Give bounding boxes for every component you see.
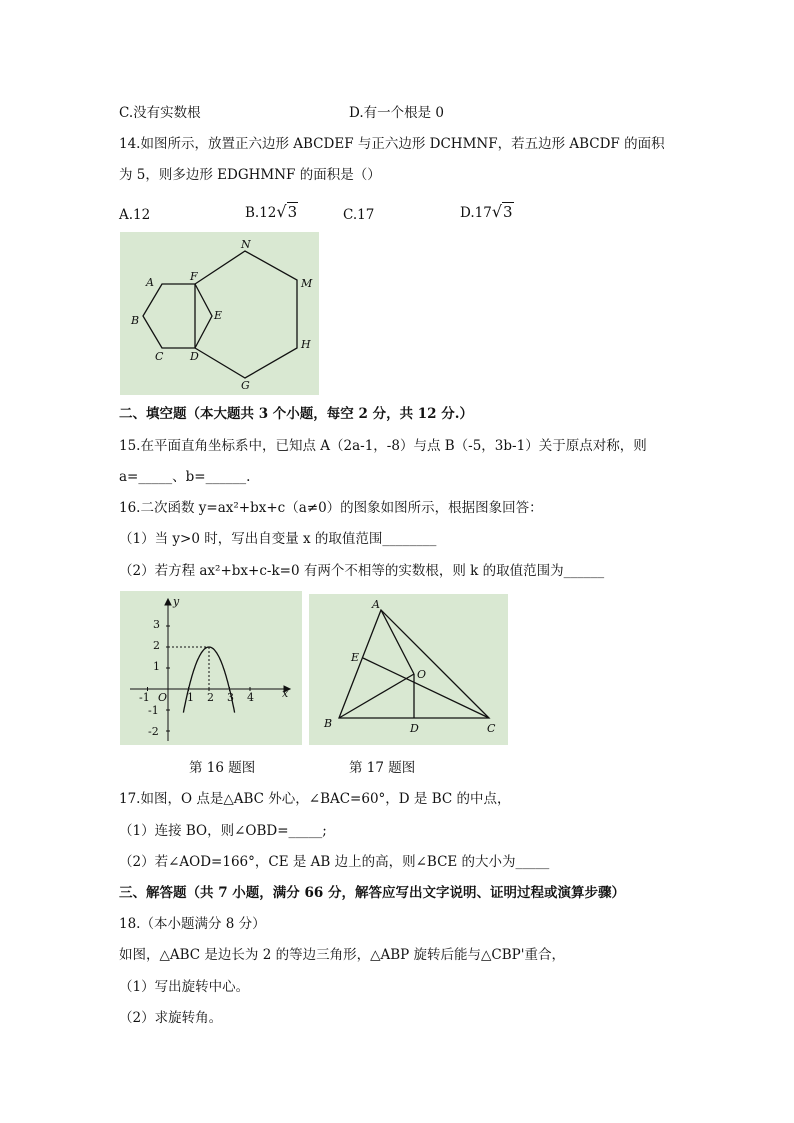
q14-option-c: C.17	[343, 207, 375, 223]
q17-sub1: （1）连接 BO，则∠OBD=_____;	[119, 823, 327, 839]
fig14-label-m: M	[301, 277, 313, 290]
fig16-axis-x-label: x	[282, 687, 289, 700]
fig17-label-d: D	[410, 722, 419, 735]
fig14-label-d: D	[190, 350, 199, 363]
fig16-ytick--1: -1	[148, 704, 159, 717]
q16-sub2: （2）若方程 ax²+bx+c-k=0 有两个不相等的实数根，则 k 的取值范围为______	[119, 563, 605, 579]
fig16-origin-label: O	[158, 691, 168, 704]
fig16-xtick-2: 2	[207, 691, 214, 704]
q17-text-line1: 17.如图，O 点是△ABC 外心，∠BAC=60°，D 是 BC 的中点，	[119, 791, 511, 807]
q14-option-b	[245, 203, 298, 222]
q15-text-line1: 15.在平面直角坐标系中，已知点 A（2a-1，-8）与点 B（-5，3b-1）关于原点对称，则	[119, 438, 647, 454]
q14-text-line1: 14.如图所示，放置正六边形 ABCDEF 与正六边形 DCHMNF，若五边形 ABCDF 的面积	[119, 136, 665, 152]
section2-title: 二、填空题（本大题共 3 个小题，每空 2 分，共 12 分.）	[119, 406, 473, 422]
q18-sub2: （2）求旋转角。	[119, 1010, 223, 1026]
q14-option-d-prefix: D.17	[460, 205, 492, 221]
q14-option-d-radicand: 3	[503, 203, 513, 221]
fig17-label-b: B	[324, 717, 333, 730]
fig16-xtick--1: -1	[139, 691, 150, 704]
hexagon-dchmnf	[195, 251, 297, 378]
q14-option-d	[460, 203, 514, 222]
hexagon-abcdef-right	[195, 284, 212, 348]
q14-text-line2: 为 5，则多边形 EDGHMNF 的面积是（）	[119, 167, 381, 183]
fig14-label-a: A	[146, 276, 154, 289]
segment-ao	[381, 610, 414, 674]
q13-option-d: D.有一个根是 0	[349, 105, 445, 121]
fig17-label-a: A	[372, 598, 380, 611]
figure-17-triangle	[309, 594, 508, 745]
q18-head: 18.（本小题满分 8 分）	[119, 916, 266, 932]
q14-option-a: A.12	[119, 207, 151, 223]
q15-text-line2: a=_____、b=______.	[119, 469, 251, 485]
figure-14-svg	[120, 232, 319, 395]
q16-sub1: （1）当 y>0 时，写出自变量 x 的取值范围________	[119, 531, 437, 547]
q16-text-line1: 16.二次函数 y=ax²+bx+c（a≠0）的图象如图所示，根据图象回答：	[119, 500, 543, 516]
fig14-label-c: C	[155, 350, 164, 363]
fig16-xtick-3: 3	[227, 691, 234, 704]
figure-17-svg	[309, 594, 508, 745]
fig17-label-o: O	[417, 668, 427, 681]
fig17-label-c: C	[487, 722, 496, 735]
fig16-caption: 第 16 题图	[189, 760, 256, 776]
segment-ec	[363, 658, 489, 718]
fig16-ytick-2: 2	[153, 639, 160, 652]
figure-16-svg	[120, 591, 302, 745]
figure-14-hexagons	[120, 232, 319, 395]
fig14-label-g: G	[241, 379, 250, 392]
q18-text-line1: 如图，△ABC 是边长为 2 的等边三角形，△ABP 旋转后能与△CBP'重合，	[119, 947, 565, 963]
q14-option-b-prefix: B.12	[245, 205, 277, 221]
fig14-label-f: F	[190, 270, 198, 283]
fig16-xtick-1: 1	[187, 691, 194, 704]
fig16-axis-y-label: y	[173, 595, 180, 608]
q17-sub2: （2）若∠AOD=166°，CE 是 AB 边上的高，则∠BCE 的大小为_____	[119, 854, 550, 870]
segment-bo	[339, 674, 414, 718]
fig17-caption: 第 17 题图	[349, 760, 416, 776]
hexagon-abcdef-left	[143, 284, 195, 348]
fig14-label-e: E	[214, 309, 223, 322]
sqrt-symbol: √3	[491, 202, 513, 221]
fig16-ytick-3: 3	[153, 618, 160, 631]
q14-option-b-radicand: 3	[287, 203, 298, 221]
y-axis-arrow	[165, 599, 171, 605]
sqrt-symbol: √3	[276, 202, 298, 221]
q13-option-c: C.没有实数根	[119, 105, 201, 121]
figure-16-graph	[120, 591, 302, 745]
fig14-label-n: N	[241, 238, 251, 251]
fig17-label-e: E	[351, 651, 360, 664]
fig14-label-h: H	[301, 338, 311, 351]
fig14-label-b: B	[131, 314, 140, 327]
fig16-ytick--2: -2	[148, 725, 159, 738]
fig16-xtick-4: 4	[247, 691, 254, 704]
q18-sub1: （1）写出旋转中心。	[119, 979, 250, 995]
section3-title: 三、解答题（共 7 小题，满分 66 分，解答应写出文字说明、证明过程或演算步骤）	[119, 885, 625, 901]
fig16-ytick-1: 1	[153, 660, 160, 673]
